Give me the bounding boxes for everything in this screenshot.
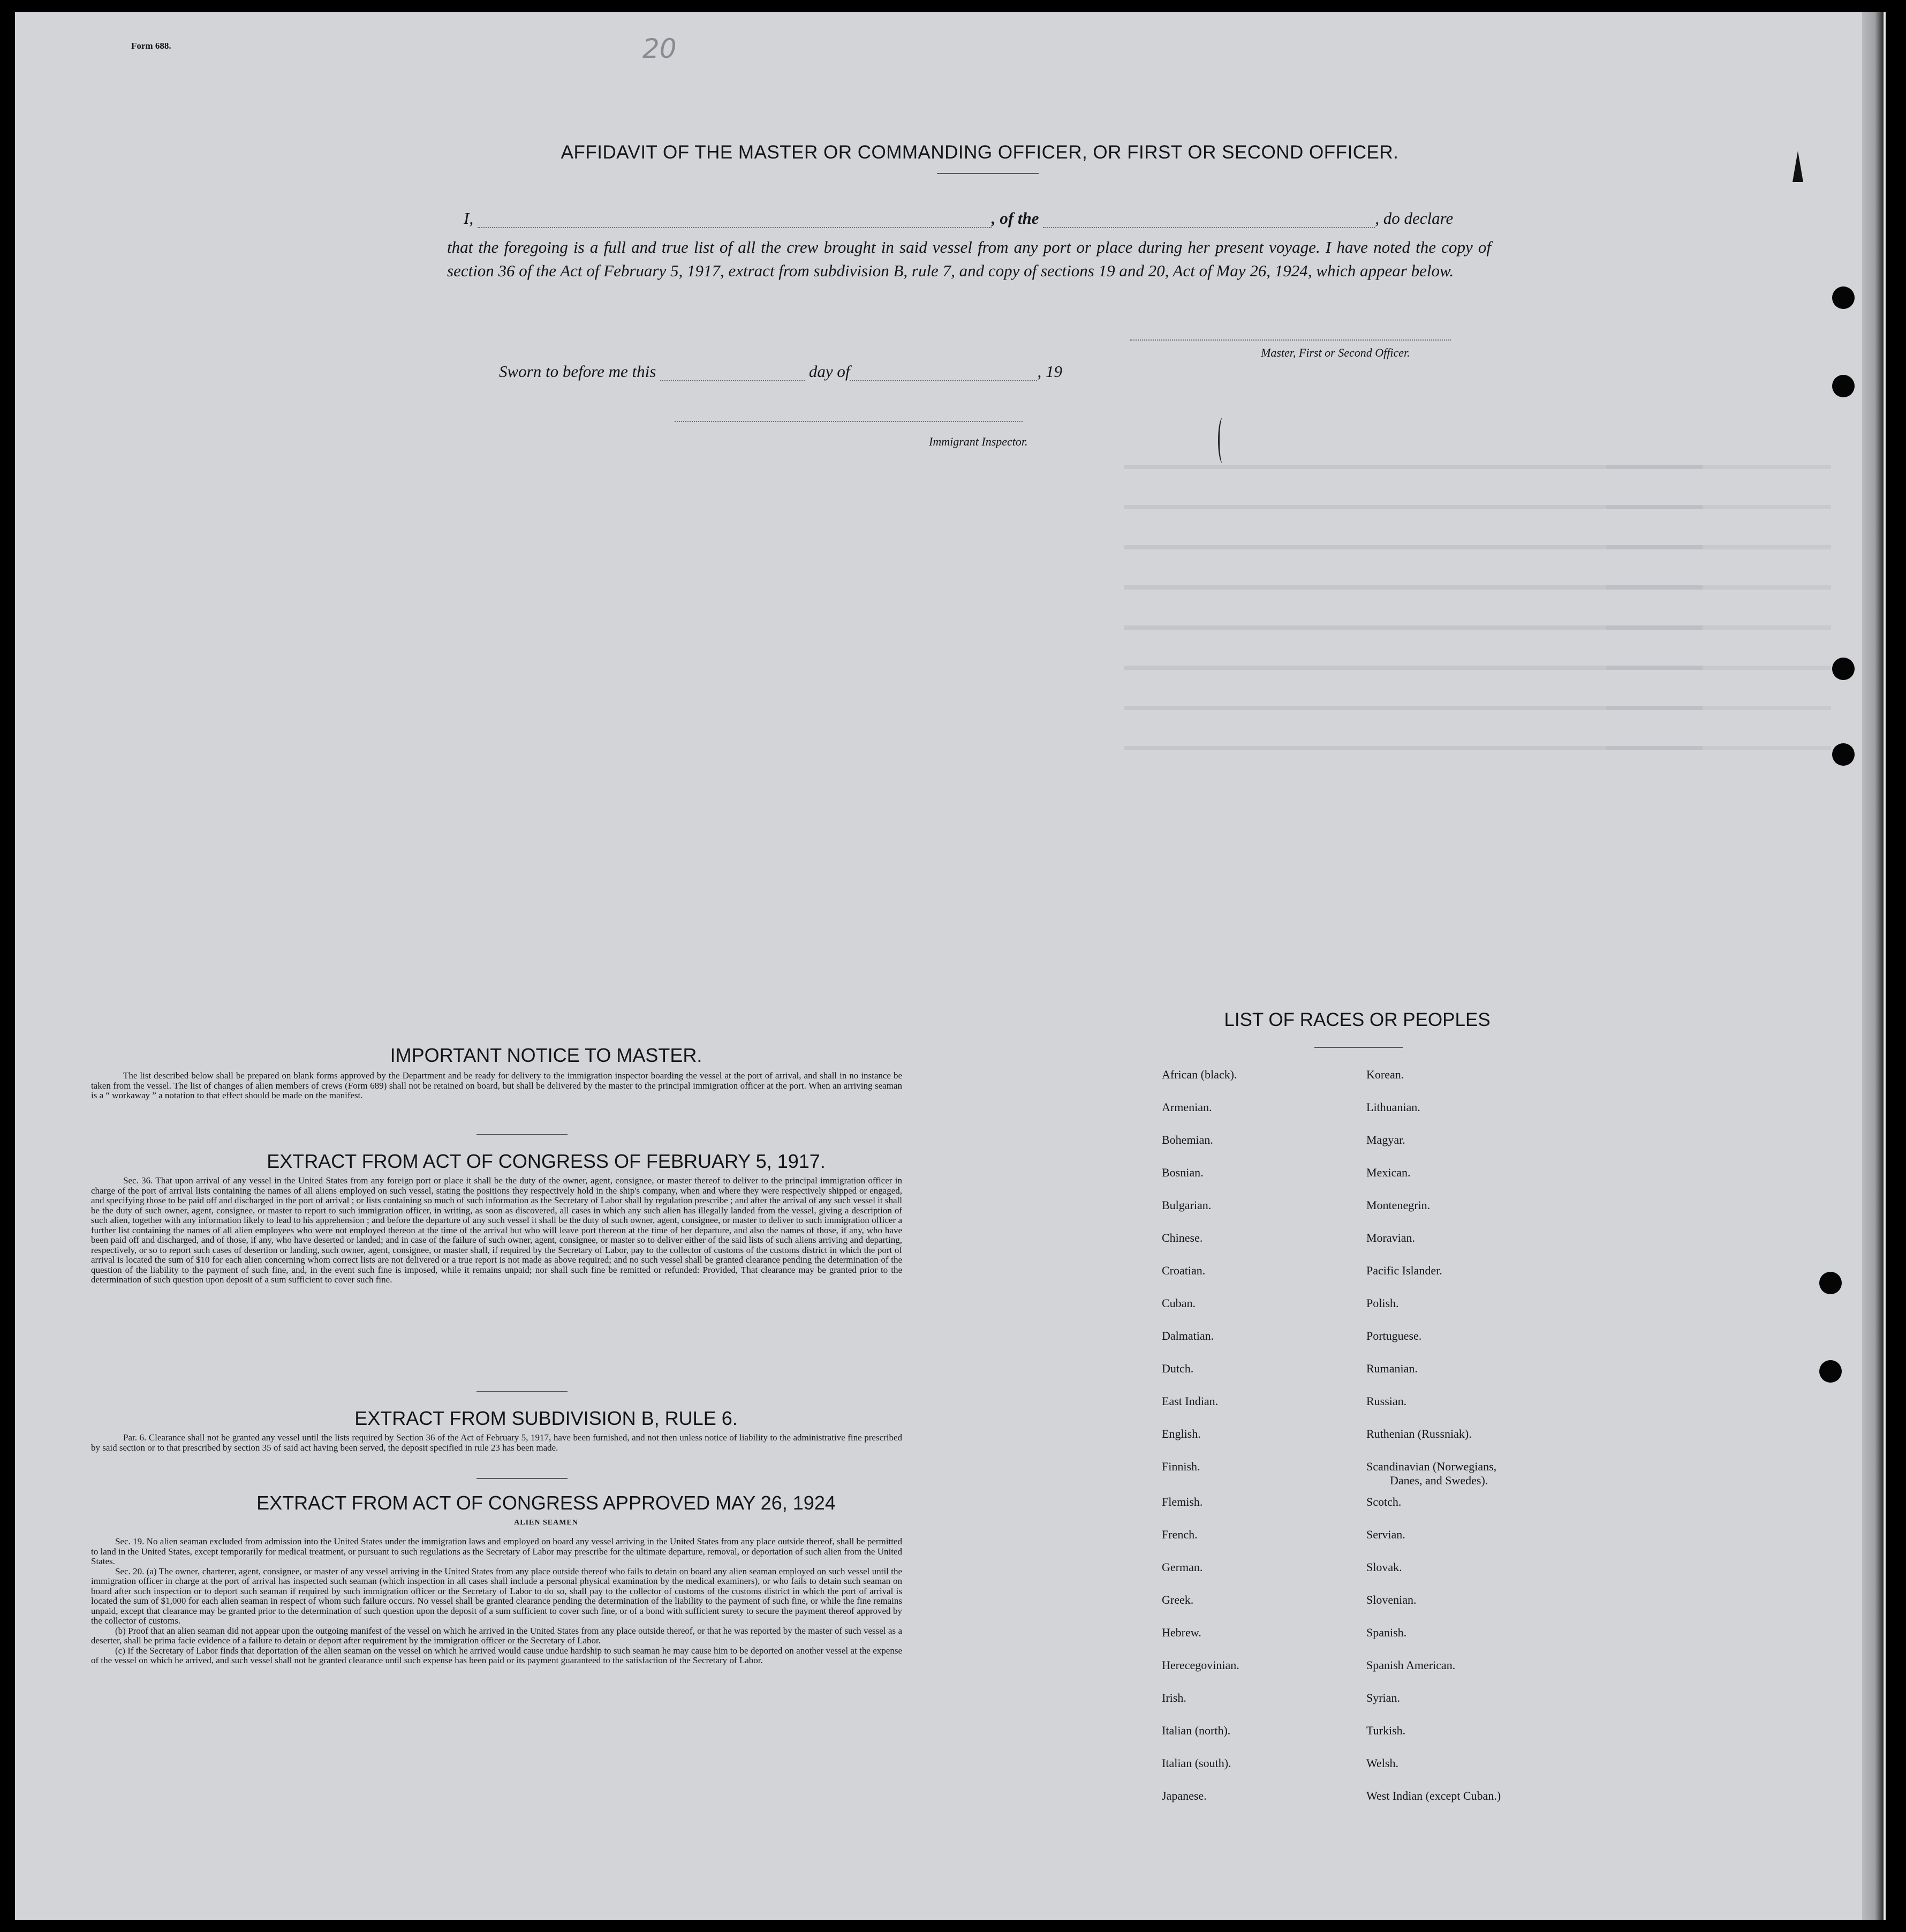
binder-hole bbox=[1819, 1272, 1842, 1294]
race-item: Dutch. bbox=[1162, 1362, 1194, 1375]
race-item: Welsh. bbox=[1366, 1756, 1398, 1770]
page-edge bbox=[1862, 12, 1884, 1920]
section-divider bbox=[476, 1478, 568, 1479]
of-the-label: , of the bbox=[991, 209, 1039, 228]
master-caption: Master, First or Second Officer. bbox=[1261, 346, 1410, 359]
form-number: Form 688. bbox=[131, 41, 171, 51]
race-item: Portuguese. bbox=[1366, 1329, 1422, 1342]
affidavit-title: AFFIDAVIT OF THE MASTER OR COMMANDING OFFICER, OR FIRST OR SECOND OFFICER. bbox=[561, 142, 1399, 163]
race-item: Croatian. bbox=[1162, 1264, 1206, 1277]
races-title: LIST OF RACES OR PEOPLES bbox=[1224, 1009, 1491, 1030]
race-item: Finnish. bbox=[1162, 1460, 1200, 1473]
race-item: Scotch. bbox=[1366, 1495, 1402, 1508]
bleed-through-rows bbox=[1606, 450, 1831, 766]
race-item: Magyar. bbox=[1366, 1133, 1405, 1146]
races-left-column bbox=[1162, 1068, 1355, 1822]
race-item: Italian (north). bbox=[1162, 1724, 1231, 1737]
extract-rule6-title: EXTRACT FROM SUBDIVISION B, RULE 6. bbox=[354, 1407, 738, 1429]
race-item: Dalmatian. bbox=[1162, 1329, 1214, 1342]
race-item: Moravian. bbox=[1366, 1231, 1416, 1244]
inspector-signature-line[interactable] bbox=[675, 421, 1023, 422]
notice-text: The list described below shall be prepared on blank forms approved by the Department and be ready for delivery to the immigration inspector boarding the vessel at the port of arrival, and shall in no instance be taken from the vessel. The list of changes of alien members of crews (Form 689) shall not be retained on board, but shall be delivered by the master to the principal immigration officer at the port. When an arriving seaman is a “ workaway ” a notation to that effect should be made on the manifest. bbox=[91, 1070, 902, 1100]
binder-hole bbox=[1819, 1360, 1842, 1383]
race-item: Hebrew. bbox=[1162, 1626, 1201, 1639]
sec-20c-text: (c) If the Secretary of Labor finds that deportation of the alien seaman on the vessel on which he arrived would cause undue hardship to such seaman he may cause him to be deported on another vessel at the expense of the vessel on which he arrived, and such vessel shall not be granted clearance until such expense has been paid or its payment guaranteed to the satisfaction of the Secretary of Labor. bbox=[91, 1645, 902, 1665]
race-item-scandinavian-cont: Danes, and Swedes). bbox=[1390, 1474, 1488, 1487]
extract-1917-text: Sec. 36. That upon arrival of any vessel in the United States from any foreign port or place it shall be the duty of the owner, agent, consignee, or master thereof to deliver to the principal immigration officer in charge of the port of arrival lists containing the names of all aliens employed on such vessel, stating the positions they respectively hold in the ship's company, when and where they were respectively shipped or engaged, and specifying those to be paid off and discharged in the port of arrival ; or lists containing so much of such information as the Secretary of Labor shall by regulation prescribe ; and after the arrival of any such vessel it shall be the duty of such owner, agent, consignee, or master to report to such immigration officer, in writing, as soon as discovered, all cases in which any such alien has illegally landed from the vessel, giving a description of such alien, together with any information likely to lead to his apprehension ; and before the departure of any such vessel it shall be the duty of such owner, agent, consignee, or master to deliver to such immigration officer a further list containing the names of all alien employees who were not employed thereon at the time of the arrival but who will leave port thereon at the time of her departure, and also the names of those, if any, who have been paid off and discharged, and of those, if any, who have deserted or landed; and in case of the failure of such owner, agent, consignee, or master so to deliver either of the said lists of such aliens arriving and departing, respectively, or so to report such cases of desertion or landing, such owner, agent, consignee, or master shall, if required by the Secretary of Labor, pay to the collector of customs of the customs district in which the port of arrival is located the sum of $10 for each alien concerning whom correct lists are not delivered or a true report is not made as above required; and no such vessel shall be granted clearance pending the determination of the question of the liability to the payment of such fine, and, in the event such fine is imposed, while it remains unpaid; nor shall such fine be remitted or refunded: Provided, That clearance may be granted prior to the determination of such question upon deposit of a sum sufficient to cover such fine. bbox=[91, 1175, 902, 1285]
race-item: Italian (south). bbox=[1162, 1756, 1231, 1770]
binder-hole bbox=[1832, 658, 1855, 680]
race-item: Herecegovinian. bbox=[1162, 1658, 1239, 1672]
race-item: East Indian. bbox=[1162, 1394, 1219, 1408]
declaration-text: that the foregoing is a full and true list of all the crew brought in said vessel from any port or place during her present voyage. I have noted the copy of section 36 of the Act of February 5, 1917, extract from subdivision B, rule 7, and copy of sections 19 and 20, Act of May 26, 1924, which appear below. bbox=[447, 238, 1491, 280]
race-item: Korean. bbox=[1366, 1068, 1404, 1081]
sworn-month-field[interactable] bbox=[850, 380, 1037, 381]
vessel-blank-field[interactable] bbox=[1043, 227, 1375, 228]
race-item: Slovak. bbox=[1366, 1560, 1402, 1574]
do-declare-label: , do declare bbox=[1375, 209, 1454, 228]
races-right-column bbox=[1366, 1068, 1591, 1822]
race-item: Bulgarian. bbox=[1162, 1198, 1212, 1212]
race-item: English. bbox=[1162, 1427, 1201, 1440]
tab-mark bbox=[1792, 151, 1803, 182]
race-item: Greek. bbox=[1162, 1593, 1194, 1606]
race-item: Ruthenian (Russniak). bbox=[1366, 1427, 1472, 1440]
sec-20a-text: Sec. 20. (a) The owner, charterer, agent, consignee, or master of any vessel arriving in the United States from any place outside thereof who fails to detain on board any alien seaman employed on such vessel until the immigration officer in charge at the port of arrival has inspected such seaman (which inspection in all cases shall include a personal physical examination by the medical examiners), or who fails to detain such seaman on board after such inspection or to deport such seaman if required by such immigration officer or the Secretary of Labor to do so, shall pay to the collector of customs of the customs district in which the port of arrival is located the sum of $1,000 for each alien seaman in respect of whom such failure occurs. No vessel shall be granted clearance pending the determination of the liability to the payment of such fine, or while the fine remains unpaid, except that clearance may be granted prior to the determination of such question upon the deposit of a sum sufficient to cover such fine, or of a bond with sufficient surety to secure the payment thereof approved by the collector of customs. bbox=[91, 1566, 902, 1626]
race-item: Japanese. bbox=[1162, 1789, 1207, 1802]
race-item: Servian. bbox=[1366, 1528, 1405, 1541]
race-item bbox=[1366, 1460, 1591, 1495]
race-item: Polish. bbox=[1366, 1296, 1399, 1310]
race-item: Spanish. bbox=[1366, 1626, 1407, 1639]
race-item: Irish. bbox=[1162, 1691, 1186, 1704]
race-item: German. bbox=[1162, 1560, 1203, 1574]
i-label: I, bbox=[464, 209, 474, 228]
extract-1924-body bbox=[91, 1537, 902, 1666]
race-item: Rumanian. bbox=[1366, 1362, 1418, 1375]
races-divider bbox=[1314, 1047, 1403, 1048]
binder-hole bbox=[1832, 286, 1855, 309]
name-blank-field[interactable] bbox=[478, 227, 992, 228]
sec-19-text: Sec. 19. No alien seaman excluded from admission into the United States under the immigration laws and employed on board any vessel arriving in the United States from any place outside thereof, shall be permitted to land in the United States, except temporarily for medical treatment, or pursuant to such regulations as the Secretary of Labor may prescribe for the ultimate departure, removal, or deportation of such alien from the United States. bbox=[91, 1536, 902, 1566]
race-item: Turkish. bbox=[1366, 1724, 1406, 1737]
notice-title: IMPORTANT NOTICE TO MASTER. bbox=[390, 1044, 702, 1066]
race-item: African (black). bbox=[1162, 1068, 1237, 1081]
year-prefix: , 19 bbox=[1037, 362, 1062, 381]
race-item: Slovenian. bbox=[1366, 1593, 1417, 1606]
race-item: Mexican. bbox=[1366, 1166, 1411, 1179]
title-divider bbox=[937, 173, 1039, 174]
race-item: Montenegrin. bbox=[1366, 1198, 1431, 1212]
race-item: Syrian. bbox=[1366, 1691, 1400, 1704]
section-divider bbox=[476, 1134, 568, 1135]
alien-seamen-subtitle: ALIEN SEAMEN bbox=[514, 1519, 578, 1527]
race-item: Spanish American. bbox=[1366, 1658, 1456, 1672]
race-item: Cuban. bbox=[1162, 1296, 1196, 1310]
sec-20b-text: (b) Proof that an alien seaman did not appear upon the outgoing manifest of the vessel on which he arrived in the United States from any place outside thereof, or that he was reported by the master of such vessel as a deserter, shall be prima facie evidence of a failure to detain or deport after requirement by the immigration officer or the Secretary of Labor. bbox=[91, 1625, 902, 1646]
handwritten-page-number: 20 bbox=[642, 33, 677, 64]
race-item: Lithuanian. bbox=[1366, 1100, 1420, 1114]
extract-rule6-text: Par. 6. Clearance shall not be granted any vessel until the lists required by Section 36 of the Act of February 5, 1917, have been furnished, and not then unless notice of liability to the administrative fine prescribed by said section or to that prescribed by section 35 of said act having been served, the deposit specified in rule 23 has been made. bbox=[91, 1432, 902, 1453]
section-divider bbox=[476, 1391, 568, 1392]
race-item: Russian. bbox=[1366, 1394, 1407, 1408]
extract-1917-title: EXTRACT FROM ACT OF CONGRESS OF FEBRUARY 5, 1917. bbox=[267, 1150, 826, 1172]
race-item: Flemish. bbox=[1162, 1495, 1203, 1508]
binder-hole bbox=[1832, 375, 1855, 397]
race-item: Armenian. bbox=[1162, 1100, 1212, 1114]
sworn-line bbox=[499, 362, 1062, 381]
sworn-prefix: Sworn to before me this bbox=[499, 362, 656, 381]
race-item: West Indian (except Cuban.) bbox=[1366, 1789, 1501, 1802]
master-signature-line[interactable] bbox=[1130, 339, 1451, 341]
race-item: Pacific Islander. bbox=[1366, 1264, 1442, 1277]
race-item: Bosnian. bbox=[1162, 1166, 1204, 1179]
race-item-scandinavian: Scandinavian (Norwegians, bbox=[1366, 1460, 1497, 1473]
extract-1924-title: EXTRACT FROM ACT OF CONGRESS APPROVED MAY 26, 1924 bbox=[256, 1492, 836, 1514]
race-item: Chinese. bbox=[1162, 1231, 1203, 1244]
day-of-label: day of bbox=[808, 362, 850, 381]
binder-hole bbox=[1832, 743, 1855, 766]
race-item: French. bbox=[1162, 1528, 1198, 1541]
race-item: Bohemian. bbox=[1162, 1133, 1213, 1146]
sworn-day-field[interactable] bbox=[660, 380, 805, 381]
pen-mark bbox=[1218, 418, 1227, 463]
affidavit-first-line bbox=[464, 209, 1492, 228]
inspector-caption: Immigrant Inspector. bbox=[929, 435, 1028, 448]
